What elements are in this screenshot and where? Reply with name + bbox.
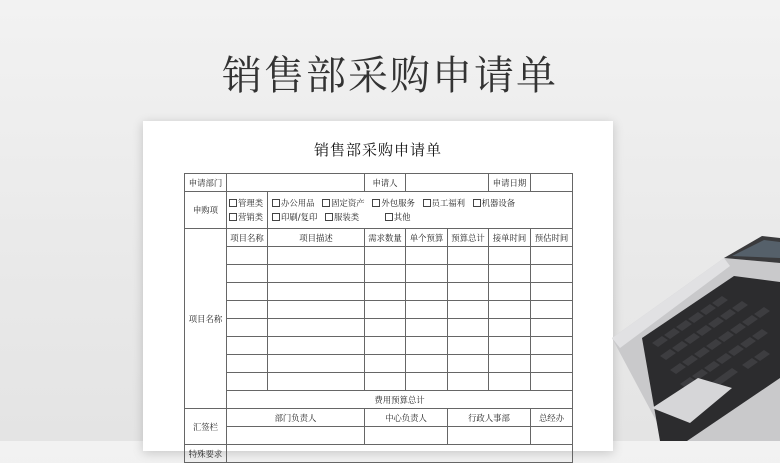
option-equipment[interactable]: 机器设备	[471, 196, 516, 210]
table-row	[185, 319, 573, 337]
option-outsourcing[interactable]: 外包服务	[370, 196, 415, 210]
table-row	[185, 355, 573, 373]
sign-center-head: 中心负责人	[365, 409, 448, 427]
header-info-row	[185, 174, 573, 192]
option-marketing[interactable]: 营销类	[227, 210, 267, 224]
purchase-type-row	[185, 192, 573, 229]
laptop-image	[612, 228, 780, 441]
col-item-name: 项目名称	[227, 229, 268, 247]
table-row	[185, 283, 573, 301]
checkbox-icon	[272, 213, 280, 221]
checkbox-icon	[322, 199, 330, 207]
sign-label: 汇签栏	[185, 409, 227, 445]
purchase-options-cell	[268, 192, 573, 229]
table-row	[185, 337, 573, 355]
purchase-category-cell	[227, 192, 268, 229]
col-est-time: 预估时间	[531, 229, 573, 247]
checkbox-icon	[229, 199, 237, 207]
option-other[interactable]: 其他	[383, 210, 411, 224]
col-item-desc: 项目描述	[268, 229, 365, 247]
col-unit-budget: 单个预算	[406, 229, 448, 247]
checkbox-icon	[325, 213, 333, 221]
col-quantity: 需求数量	[365, 229, 406, 247]
date-label: 申请日期	[489, 174, 531, 192]
purchase-request-table	[184, 173, 573, 463]
purchase-label: 申购项	[185, 192, 227, 229]
items-label: 项目名称	[185, 229, 227, 409]
dept-label: 申请部门	[185, 174, 227, 192]
option-clothing[interactable]: 服装类	[323, 210, 359, 224]
sign-gm-office: 总经办	[531, 409, 573, 427]
dept-value[interactable]	[227, 174, 365, 192]
checkbox-icon	[272, 199, 280, 207]
option-office-supplies[interactable]: 办公用品	[270, 196, 315, 210]
checkbox-icon	[385, 213, 393, 221]
special-label: 特殊要求	[185, 445, 227, 463]
sign-admin-hr: 行政人事部	[448, 409, 531, 427]
sign-value-row	[185, 427, 573, 445]
date-value[interactable]	[531, 174, 573, 192]
form-sheet	[143, 121, 613, 459]
budget-total-label: 费用预算总计	[227, 391, 573, 409]
option-benefits[interactable]: 员工福利	[421, 196, 466, 210]
option-management[interactable]: 管理类	[227, 196, 267, 210]
special-value[interactable]	[227, 445, 573, 463]
table-row	[185, 301, 573, 319]
option-fixed-assets[interactable]: 固定资产	[320, 196, 365, 210]
table-row	[185, 373, 573, 391]
applicant-value[interactable]	[406, 174, 489, 192]
checkbox-icon	[423, 199, 431, 207]
col-budget-total: 预算总计	[448, 229, 489, 247]
sign-dept-head: 部门负责人	[227, 409, 365, 427]
checkbox-icon	[372, 199, 380, 207]
special-row	[185, 445, 573, 463]
checkbox-icon	[229, 213, 237, 221]
banner-title: 销售部采购申请单	[222, 53, 558, 99]
col-order-time: 接单时间	[489, 229, 531, 247]
items-header-row	[185, 229, 573, 247]
budget-total-row	[185, 391, 573, 409]
applicant-label: 申请人	[365, 174, 406, 192]
checkbox-icon	[473, 199, 481, 207]
table-row	[185, 247, 573, 265]
sign-header-row	[185, 409, 573, 427]
table-row	[185, 265, 573, 283]
form-title: 销售部采购申请单	[313, 141, 442, 159]
option-printing[interactable]: 印刷/复印	[270, 210, 317, 224]
